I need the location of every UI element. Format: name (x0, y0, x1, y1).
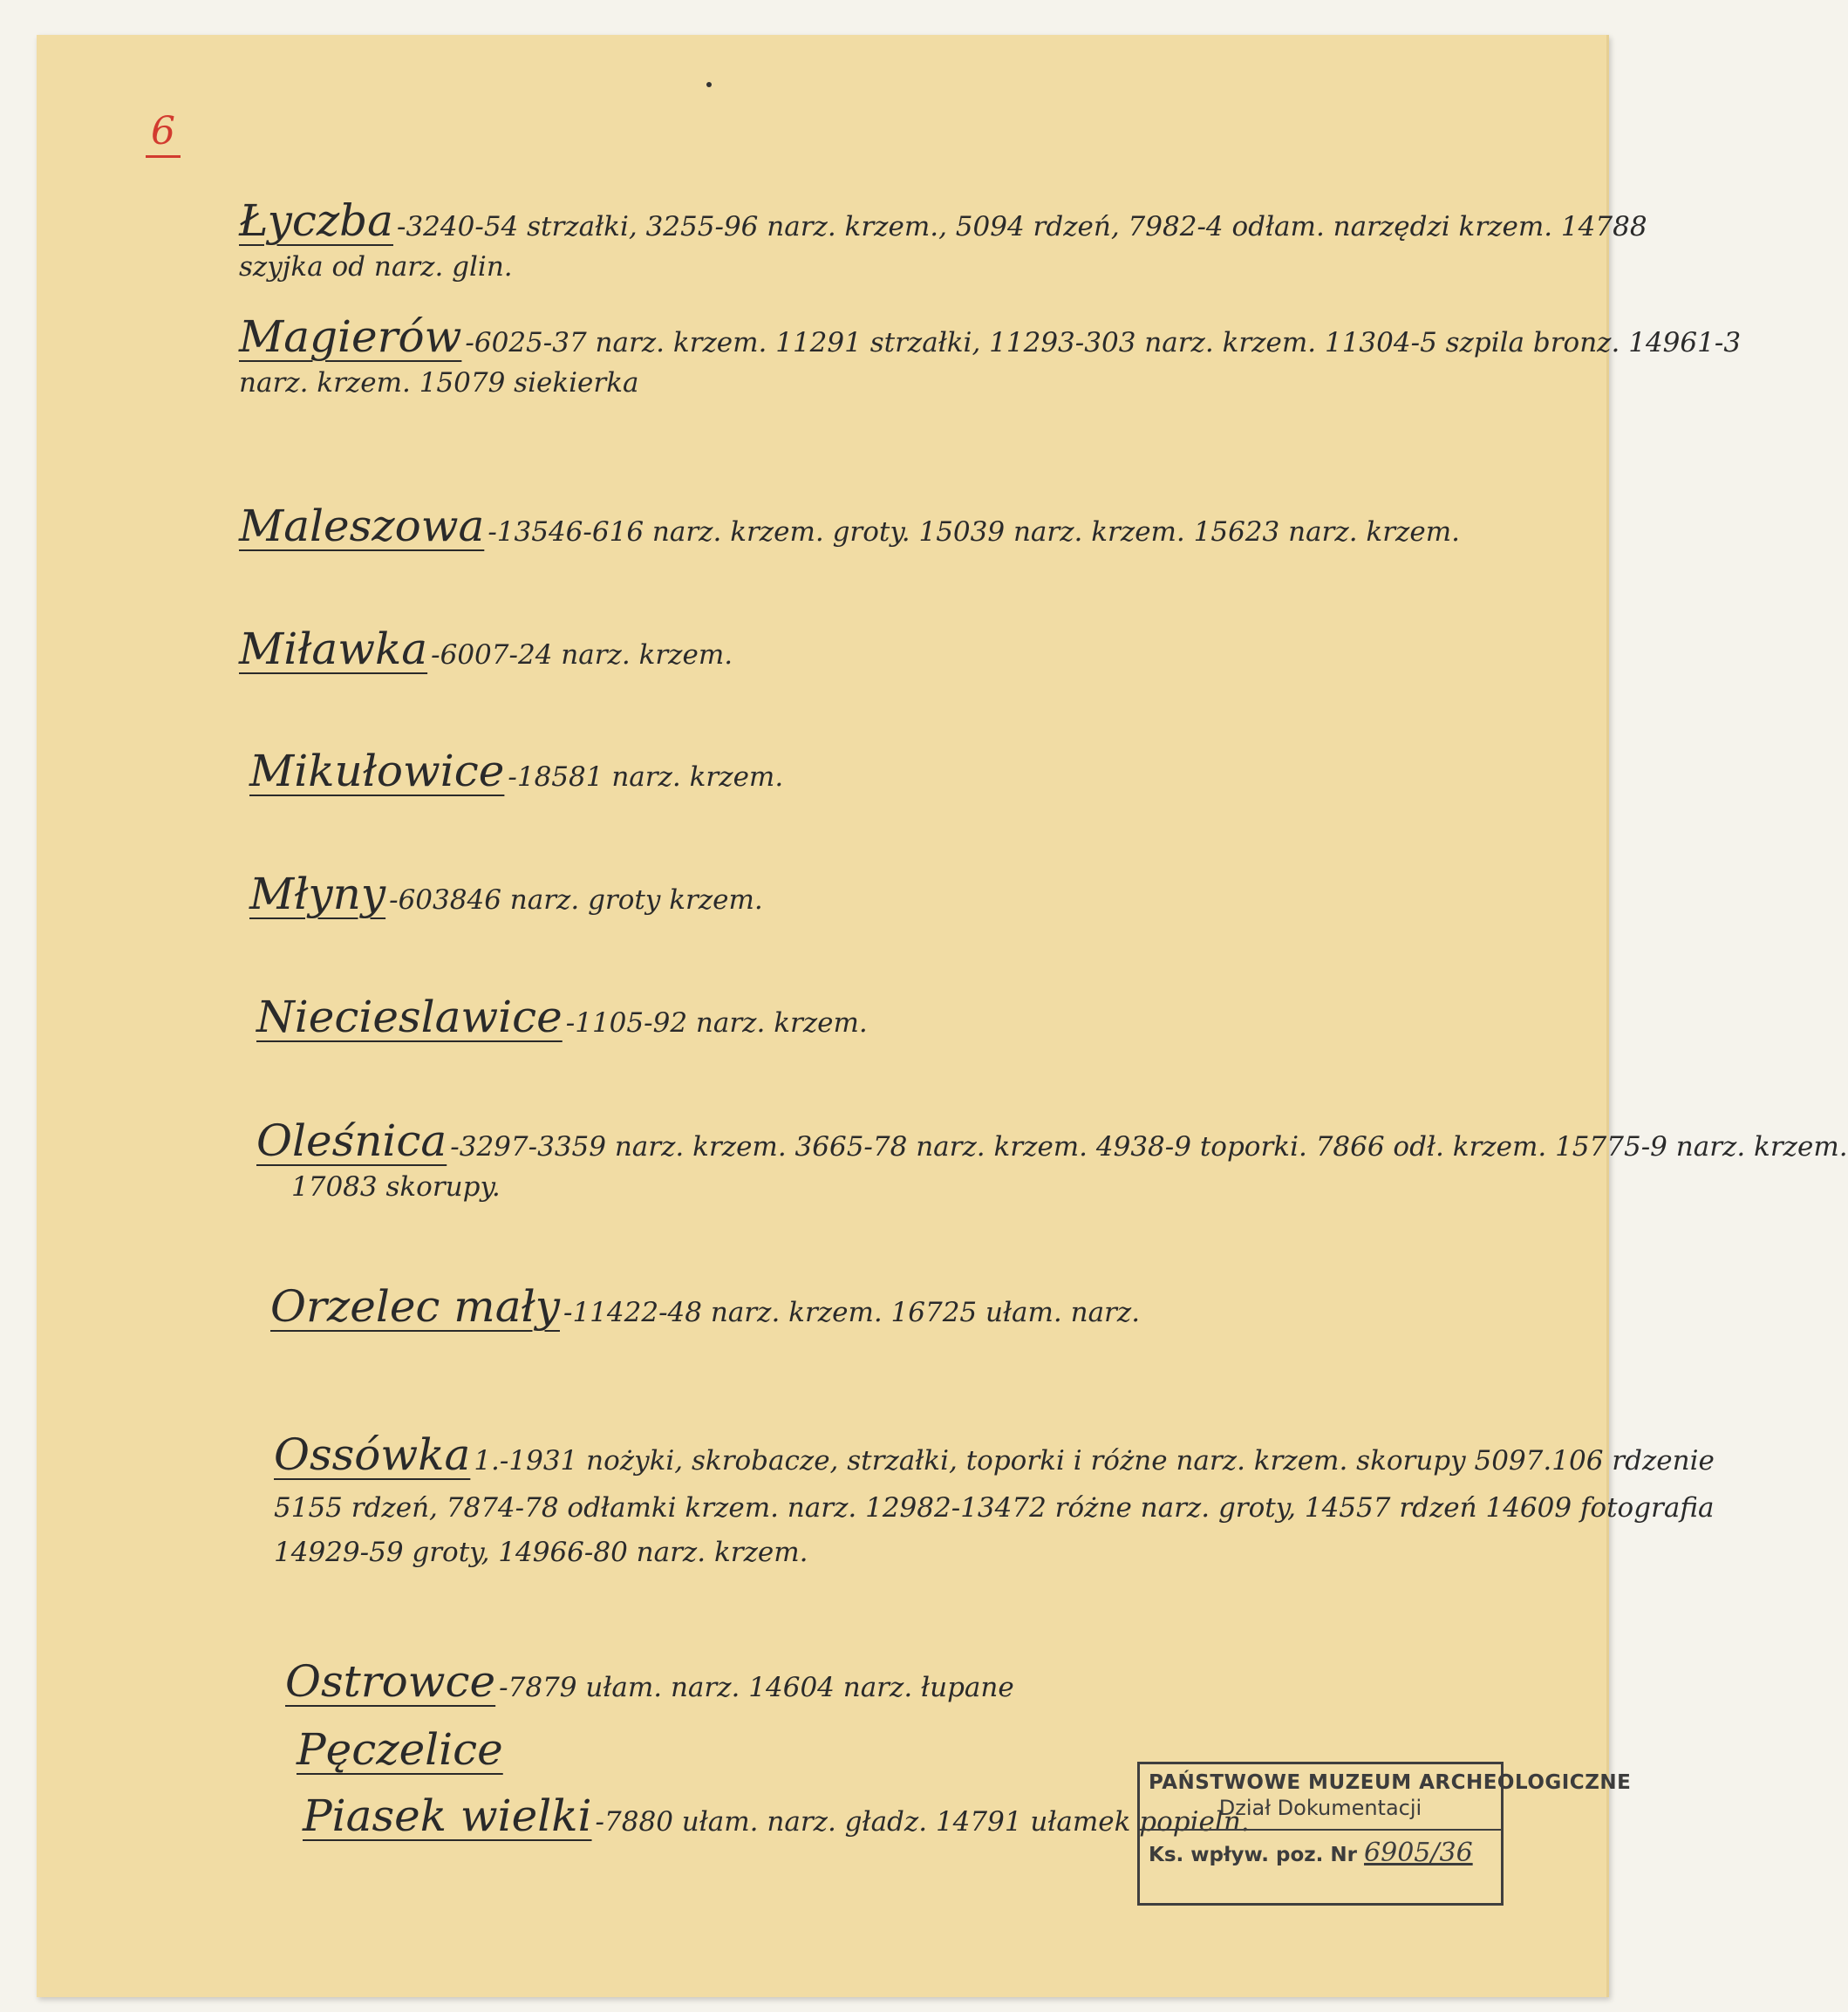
entry-name: Magierów (239, 311, 462, 362)
ink-dot (706, 82, 712, 87)
entry-name: Niecieslawice (256, 992, 563, 1042)
entry-name: Pęczelice (297, 1724, 503, 1775)
entry-mlyny (249, 870, 1610, 920)
entry-text: 17083 skorupy. (291, 1170, 501, 1203)
entry-text: -6025-37 narz. krzem. 11291 strzałki, 11293-303 narz. krzem. 11304-5 szpila bronz. 14961-3 (465, 327, 1742, 358)
entry-name: Miławka (239, 624, 428, 674)
page-number: 6 (146, 109, 181, 158)
stamp-register-row (1149, 1838, 1492, 1868)
entry-text: -603846 narz. groty krzem. (389, 884, 763, 916)
entry-text: -6007-24 narz. krzem. (431, 639, 733, 671)
entry-niecieslawice (256, 992, 1617, 1043)
entry-text: -3297-3359 narz. krzem. 3665-78 narz. krzem. 4938-9 toporki. 7866 odł. krzem. 15775-9 narz. krzem. (450, 1131, 1848, 1163)
entry-name: Łyczba (239, 195, 393, 246)
entry-text: -11422-48 narz. krzem. 16725 ułam. narz. (563, 1297, 1141, 1328)
entry-ossowka (274, 1429, 1715, 1569)
entry-mikulowice (249, 747, 1610, 797)
entry-ostrowce (285, 1657, 1646, 1708)
entry-name: Orzelec mały (270, 1281, 560, 1332)
entry-name: Mikułowice (249, 746, 505, 796)
stamp-register-label: Ks. wpływ. poz. Nr (1149, 1844, 1358, 1866)
entry-name: Oleśnica (256, 1115, 447, 1166)
entry-text: -7880 ułam. narz. gładz. 14791 ułamek popieln. (595, 1806, 1250, 1838)
entry-orzelec-maly (270, 1282, 1631, 1333)
stamp-department: Dział Dokumentacji (1218, 1796, 1422, 1820)
entry-magierow (239, 311, 1742, 399)
stamp-register-number: 6905/36 (1364, 1838, 1473, 1868)
entry-name: Maleszowa (239, 501, 485, 551)
entry-name: Ossówka (274, 1429, 471, 1480)
entry-text: 1.-1931 nożyki, skrobacze, strzałki, toporki i różne narz. krzem. skorupy 5097.106 rdzenie (474, 1445, 1715, 1477)
entry-text: -3240-54 strzałki, 3255-96 narz. krzem., 5094 rdzeń, 7982-4 odłam. narzędzi krzem. 14788 (396, 211, 1647, 242)
entry-text: szyjka od narz. glin. (239, 250, 513, 283)
entry-name: Ostrowce (285, 1656, 496, 1707)
entry-text: -7879 ułam. narz. 14604 narz. łupane (499, 1672, 1014, 1703)
entry-text: -18581 narz. krzem. (508, 761, 784, 793)
stamp-divider (1140, 1829, 1501, 1831)
entry-maleszowa (239, 501, 1599, 552)
entry-name: Młyny (249, 869, 386, 919)
entry-text: -1105-92 narz. krzem. (565, 1007, 868, 1039)
entry-milawka (239, 624, 1599, 675)
entry-text: 5155 rdzeń, 7874-78 odłamki krzem. narz. 12982-13472 różne narz. groty, 14557 rdzeń 14609 fotografia (274, 1491, 1715, 1524)
museum-stamp (1137, 1762, 1632, 1906)
entry-lyczba (239, 195, 1647, 283)
entry-text: 14929-59 groty, 14966-80 narz. krzem. (274, 1537, 808, 1569)
document-page (37, 35, 1848, 1997)
entry-text: -13546-616 narz. krzem. groty. 15039 narz. krzem. 15623 narz. krzem. (488, 516, 1460, 548)
stamp-institution: PAŃSTWOWE MUZEUM ARCHEOLOGICZNE (1149, 1771, 1632, 1794)
entry-olesnica (256, 1115, 1848, 1203)
entry-text: narz. krzem. 15079 siekierka (239, 366, 639, 399)
entry-name: Piasek wielki (303, 1790, 592, 1841)
